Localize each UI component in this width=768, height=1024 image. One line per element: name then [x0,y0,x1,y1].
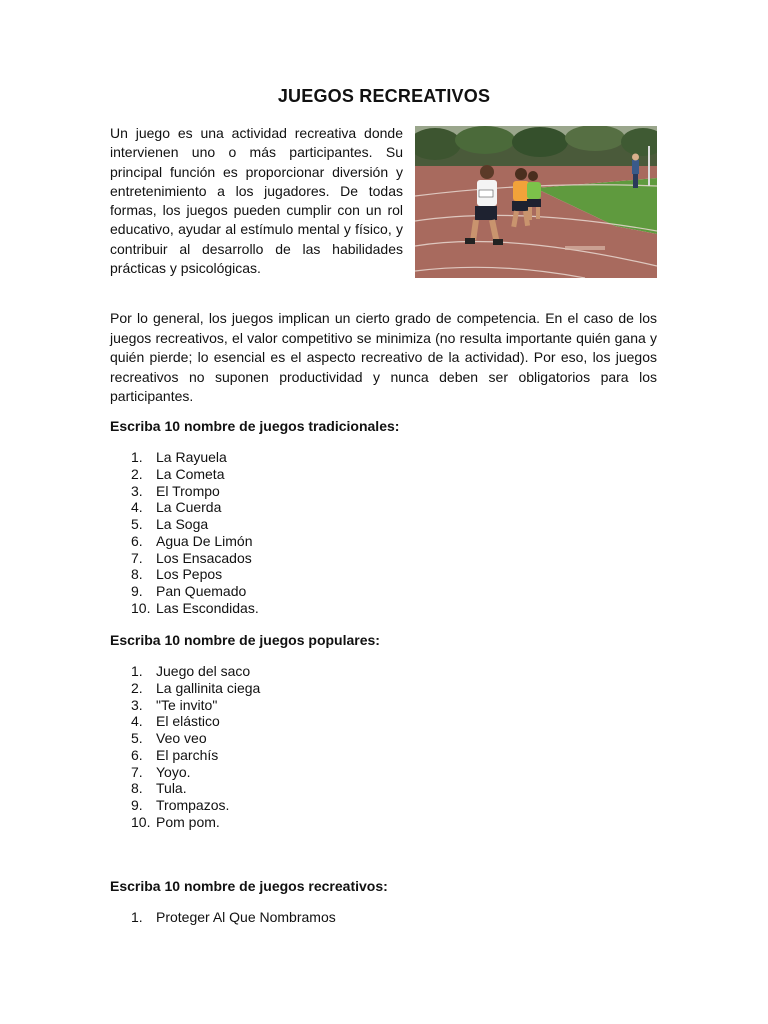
list-item: 9. Pan Quemado [131,583,247,599]
page-title: JUEGOS RECREATIVOS [277,86,491,106]
list-item: 4. La Cuerda [131,499,222,516]
list-item: 9. Trompazos. [131,797,230,813]
recreational-games-list [110,909,336,926]
list-item: 6. Agua De Limón [131,532,253,549]
list-item: 1. La Rayuela [131,449,227,465]
children-running-photo [415,126,657,278]
list-item: 1. Juego del saco [131,663,251,679]
popular-games-list [110,663,260,831]
list-item: 1. Proteger Al Que Nombramos [131,909,336,925]
heading-recreational-games: Escriba 10 nombre de juegos recreativos: [110,878,388,894]
traditional-games-list [110,449,259,617]
list-item: 6. El parchís [131,746,219,763]
list-item: 7. Yoyo. [131,763,191,780]
list-item: 10. Pom pom. [131,813,220,830]
second-paragraph: Por lo general, los juegos implican un cierto grado de competencia. En el caso de los juegos recreativos, el valor competitivo se minimiza (no resulta importante quién gana y quién pierde; lo esencial es el aspecto recreativo de la actividad). Por eso, los juegos recreativos no suponen productividad y nunca deben ser obligatorios para los participantes. [110,310,657,405]
list-item: 4. El elástico [131,713,220,730]
list-item: 7. Los Ensacados [131,549,252,566]
list-item: 5. La Soga [131,516,209,532]
list-item: 2. La gallinita ciega [131,679,261,696]
list-item: 10. Las Escondidas. [131,599,259,616]
list-item: 3. "Te invito" [131,696,218,713]
intro-paragraph: Un juego es una actividad recreativa donde intervienen uno o más participantes. Su principal función es proporcionar diversión y entretenimiento a los jugadores. De todas formas, los juegos pueden cumplir con un rol educativo, ayudar al estímulo mental y físico, y contribuir al desarrollo de las habilidades prácticas y psicológicas. [110,125,403,277]
list-item: 8. Los Pepos [131,566,223,583]
heading-traditional-games: Escriba 10 nombre de juegos tradicionales: [110,418,400,434]
list-item: 5. Veo veo [131,730,207,746]
list-item: 3. El Trompo [131,482,220,499]
heading-popular-games: Escriba 10 nombre de juegos populares: [110,632,380,648]
list-item: 8. Tula. [131,780,187,797]
list-item: 2. La Cometa [131,465,225,482]
